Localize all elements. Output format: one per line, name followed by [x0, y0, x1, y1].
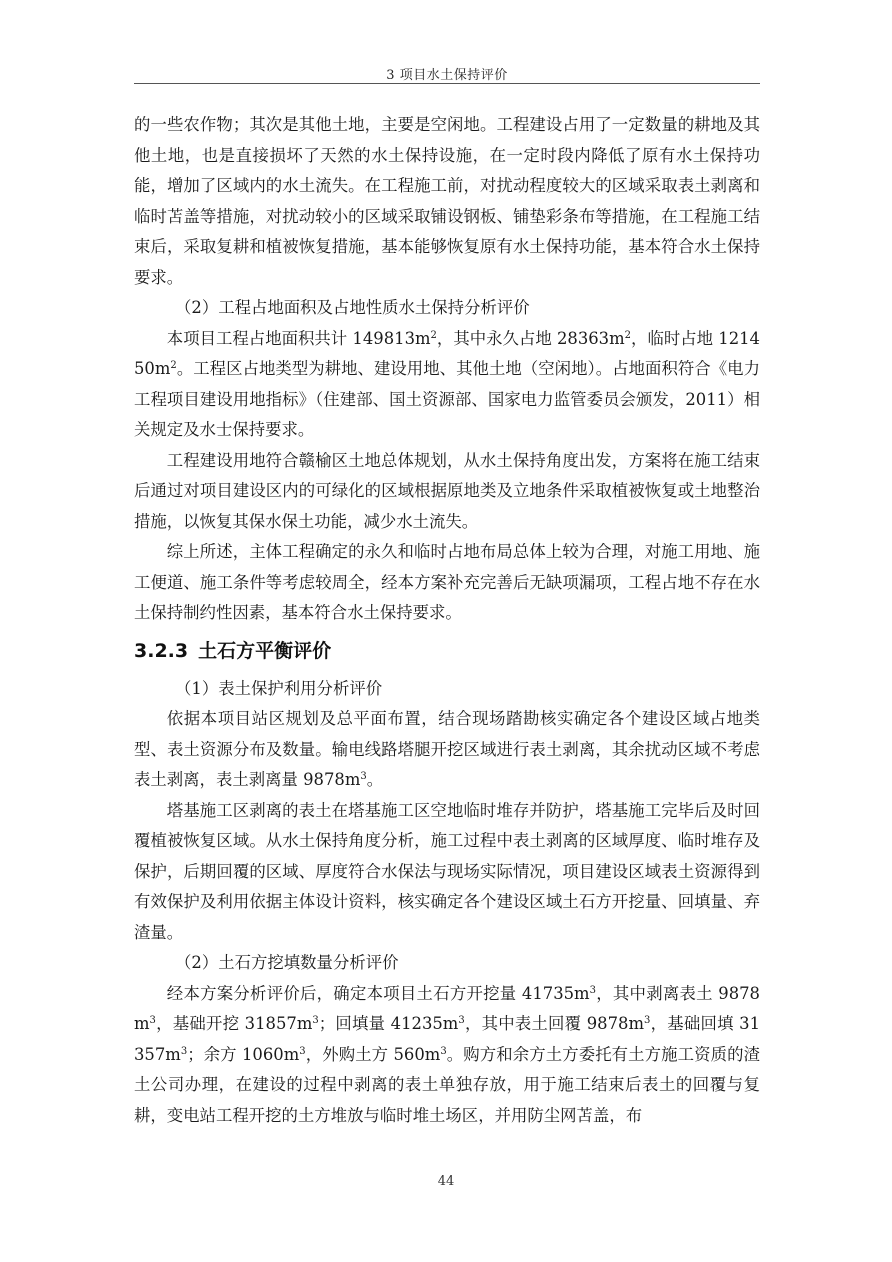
superscript: 3 [360, 771, 367, 782]
subheading-topsoil-evaluation: （1）表土保护利用分析评价 [175, 678, 383, 698]
text-run: ，其中剥离表土 9878m [134, 983, 760, 1033]
paragraph-topsoil-storage: 塔基施工区剥离的表土在塔基施工区空地临时堆存并防护，塔基施工完毕后及时回覆植被恢复区域。从水土保持角度分析，施工过程中表土剥离的区域厚度、临时堆存及保护，后期回覆的区域、厚度符合水保法与现场实际情况，项目建设区域表土资源得到有效保护及利用依据主体设计资料，核实确定各个建设区域土石方开挖量、回填量、弃渣量。 [134, 800, 760, 942]
superscript: 2 [170, 360, 177, 371]
section-title: 土石方平衡评价 [198, 639, 332, 662]
text-run: 。工程区占地类型为耕地、建设用地、其他土地（空闲地）。占地面积符合《电力工程项目建设用地指标》（住建部、国土资源部、国家电力监管委员会颁发，2011）相关规定及水士保持要求。 [134, 359, 760, 439]
paragraph-earthwork-quantities [134, 979, 760, 1132]
paragraph-land-planning: 工程建设用地符合赣榆区土地总体规划，从水土保持角度出发，方案将在施工结束后通过对项目建设区内的可绿化的区域根据原地类及立地条件采取植被恢复或土地整治措施，以恢复其保水保土功能，减少水土流失。 [134, 450, 760, 531]
section-number: 3.2.3 [134, 639, 189, 662]
text-run: ，临时占地 121450m [134, 328, 760, 378]
paragraph-topsoil-stripping [134, 704, 760, 796]
superscript: 3 [299, 1045, 306, 1057]
header-rule [134, 83, 760, 84]
text-run: 经本方案分析评价后，确定本项目土石方开挖量 41735m [166, 983, 590, 1003]
body-text [134, 110, 760, 1131]
superscript: 2 [430, 329, 437, 341]
superscript: 3 [440, 1045, 447, 1057]
text-run: ；回填量 41235m [318, 1014, 459, 1033]
text-run: ，外购土方 560m [305, 1044, 441, 1064]
superscript: 3 [149, 1015, 156, 1026]
section-heading [134, 634, 760, 668]
text-run: 。 [366, 770, 384, 789]
paragraph-land-area [134, 324, 760, 446]
superscript: 3 [312, 1015, 319, 1026]
superscript: 2 [624, 329, 632, 341]
text-run: ；余方 1060m [187, 1044, 300, 1064]
subheading-land-use-evaluation: （2）工程占地面积及占地性质水土保持分析评价 [175, 298, 530, 317]
text-run: ，其中永久占地 28363m [436, 328, 625, 348]
text-run: ，基础开挖 31857m [155, 1014, 313, 1033]
paragraph-continued: 的一些农作物；其次是其他土地，主要是空闲地。工程建设占用了一定数量的耕地及其他土地，也是直接损坏了天然的水土保持设施，在一定时段内降低了原有水土保持功能，增加了区域内的水土流失。在工程施工前，对扰动程度较大的区域采取表土剥离和临时苫盖等措施，对扰动较小的区域采取铺设钢板、铺垫彩条布等措施，在工程施工结束后，采取复耕和植被恢复措施，基本能够恢复原有水土保持功能，基本符合水土保持要求。 [134, 115, 760, 287]
text-run: 。购方和余方土方委托有土方施工资质的渣土公司办理，在建设的过程中剥离的表土单独存放，用于施工结束后表土的回覆与复耕，变电站工程开挖的土方堆放与临时堆土场区，并用防尘网苫盖，布 [134, 1044, 760, 1125]
running-header: 3 项目水土保持评价 [386, 68, 508, 83]
superscript: 3 [589, 984, 596, 996]
text-run: 依据本项目站区规划及总平面布置，结合现场踏勘核实确定各个建设区域占地类型、表土资源分布及数量。输电线路塔腿开挖区域进行表土剥离，其余扰动区域不考虑表土剥离，表土剥离量 9878m [134, 709, 760, 789]
superscript: 3 [644, 1015, 651, 1026]
text-run: ，基础回填 31357m [134, 1014, 760, 1064]
superscript: 3 [458, 1015, 465, 1026]
page-number: 44 [437, 1174, 455, 1189]
superscript: 3 [180, 1045, 188, 1057]
text-run: ，其中表土回覆 9878m [464, 1014, 644, 1033]
subheading-earthwork-evaluation: （2）土石方挖填数量分析评价 [175, 953, 399, 972]
text-run: 本项目工程占地面积共计 149813m [166, 328, 431, 348]
paragraph-summary: 综上所述，主体工程确定的永久和临时占地布局总体上较为合理，对施工用地、施工便道、施工条件等考虑较周全，经本方案补充完善后无缺项漏项，工程占地不存在水土保持制约性因素，基本符合水土保持要求。 [134, 542, 760, 622]
